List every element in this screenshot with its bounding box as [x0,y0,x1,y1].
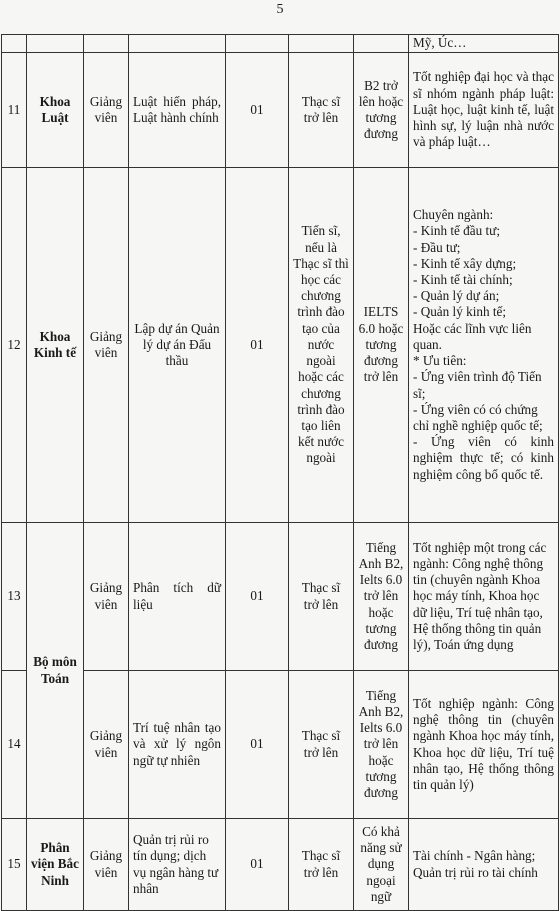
requirement-line: Hoặc các lĩnh vực liên quan. [413,320,532,352]
degree-cell: Thạc sĩ trở lên [289,523,354,671]
language-cell: B2 trở lên hoặc tương đương [354,53,409,168]
requirement-line: * Ưu tiên: [413,353,467,369]
degree-cell: Thạc sĩ trở lên [289,671,354,819]
requirement-line: Tài chính - Ngân hàng; Quản trị rủi ro tài chính [413,848,538,880]
row-number: 11 [2,53,27,168]
quantity-cell: 01 [226,523,289,671]
requirement-line: - Ứng viên có kinh nghiệm thực tế; có kinh nghiệm công bố quốc tế. [413,434,554,482]
field-cell: Quản trị rủi ro tín dụng; dịch vụ ngân hàng tư nhân [129,819,226,911]
requirement-line: - Quản lý dự án; [413,288,500,304]
degree-cell [289,35,354,53]
row-number: 14 [2,671,27,819]
requirement-line: - Ứng viên có có chứng chỉ nghề nghiệp quốc tế; [413,401,543,433]
row-number: 13 [2,523,27,671]
unit-cell: Khoa Luật [27,53,84,168]
requirement-cell [409,819,559,911]
position-cell: Giảng viên [84,168,129,523]
requirement-line: - Kinh tế tài chính; [413,272,513,288]
quantity-cell [226,35,289,53]
language-cell: IELTS 6.0 hoặc tương đương trở lên [354,168,409,523]
table-row [2,35,559,53]
requirement-line: - Kinh tế xây dựng; [413,255,517,271]
position-cell: Giảng viên [84,819,129,911]
position-cell: Giảng viên [84,671,129,819]
degree-cell: Thạc sĩ trở lên [289,53,354,168]
row-number: 15 [2,819,27,911]
requirement-line: Chuyên ngành: [413,207,494,223]
requirement-cell [409,523,559,671]
requirement-line: - Kinh tế đầu tư; [413,223,500,239]
position-cell [84,35,129,53]
unit-cell: Phân viện Bắc Ninh [27,819,84,911]
page-number: 5 [276,2,284,17]
language-cell: Có khả năng sử dụng ngoại ngữ [354,819,409,911]
quantity-cell: 01 [226,168,289,523]
requirement-line: Tốt nghiệp đại học và thạc sĩ nhóm ngành pháp luật: Luật học, luật kinh tế, luật hình sự, lý luận nhà nước và pháp luật… [413,69,554,150]
table-row [2,671,559,819]
unit-cell: Bộ môn Toán [27,523,84,819]
position-cell: Giảng viên [84,523,129,671]
table-row [2,53,559,168]
quantity-cell: 01 [226,671,289,819]
field-cell: Luật hiến pháp, Luật hành chính [129,53,226,168]
requirement-line: - Đầu tư; [413,239,461,255]
language-cell: Tiếng Anh B2, Ielts 6.0 trở lên hoặc tương đương [354,671,409,819]
unit-cell: Khoa Kinh tế [27,168,84,523]
requirement-line: - Quản lý kinh tế; [413,304,507,320]
language-cell: Tiếng Anh B2, Ielts 6.0 trở lên hoặc tương đương [354,523,409,671]
position-cell: Giảng viên [84,53,129,168]
field-cell: Lập dự án Quản lý dự án Đấu thầu [129,168,226,523]
unit-cell [27,35,84,53]
degree-cell: Thạc sĩ trở lên [289,819,354,911]
row-number: 12 [2,168,27,523]
requirement-line: - Ứng viên trình độ Tiến sĩ; [413,369,542,401]
requirement-cell [409,671,559,819]
requirement-cell [409,168,559,523]
requirement-line: Tốt nghiệp ngành: Công nghệ thông tin (chuyên ngành Khoa học máy tính, Khoa học dữ liệu, Trí tuệ nhân tạo, Hệ thống thông tin quản lý) [413,695,554,792]
requirement-cell [409,53,559,168]
table-row [2,523,559,671]
field-cell [129,35,226,53]
requirement-line: Mỹ, Úc… [413,35,467,51]
requirement-line: Tốt nghiệp một trong các ngành: Công nghệ thông tin (chuyên ngành Khoa học máy tính, Khoa học dữ liệu, Trí tuệ nhân tạo, Hệ thống thông tin quản lý), Toán ứng dụng [413,539,547,652]
degree-cell: Tiến sĩ, nếu là Thạc sĩ thì học các chương trình đào tạo của nước ngoài hoặc các chương trình đào tạo liên kết nước ngoài [289,168,354,523]
quantity-cell: 01 [226,819,289,911]
table-row [2,168,559,523]
quantity-cell: 01 [226,53,289,168]
language-cell [354,35,409,53]
field-cell: Trí tuệ nhân tạo và xử lý ngôn ngữ tự nhiên [129,671,226,819]
field-cell: Phân tích dữ liệu [129,523,226,671]
table-row [2,819,559,911]
requirement-cell [409,35,559,53]
recruitment-table [1,34,559,911]
row-number [2,35,27,53]
